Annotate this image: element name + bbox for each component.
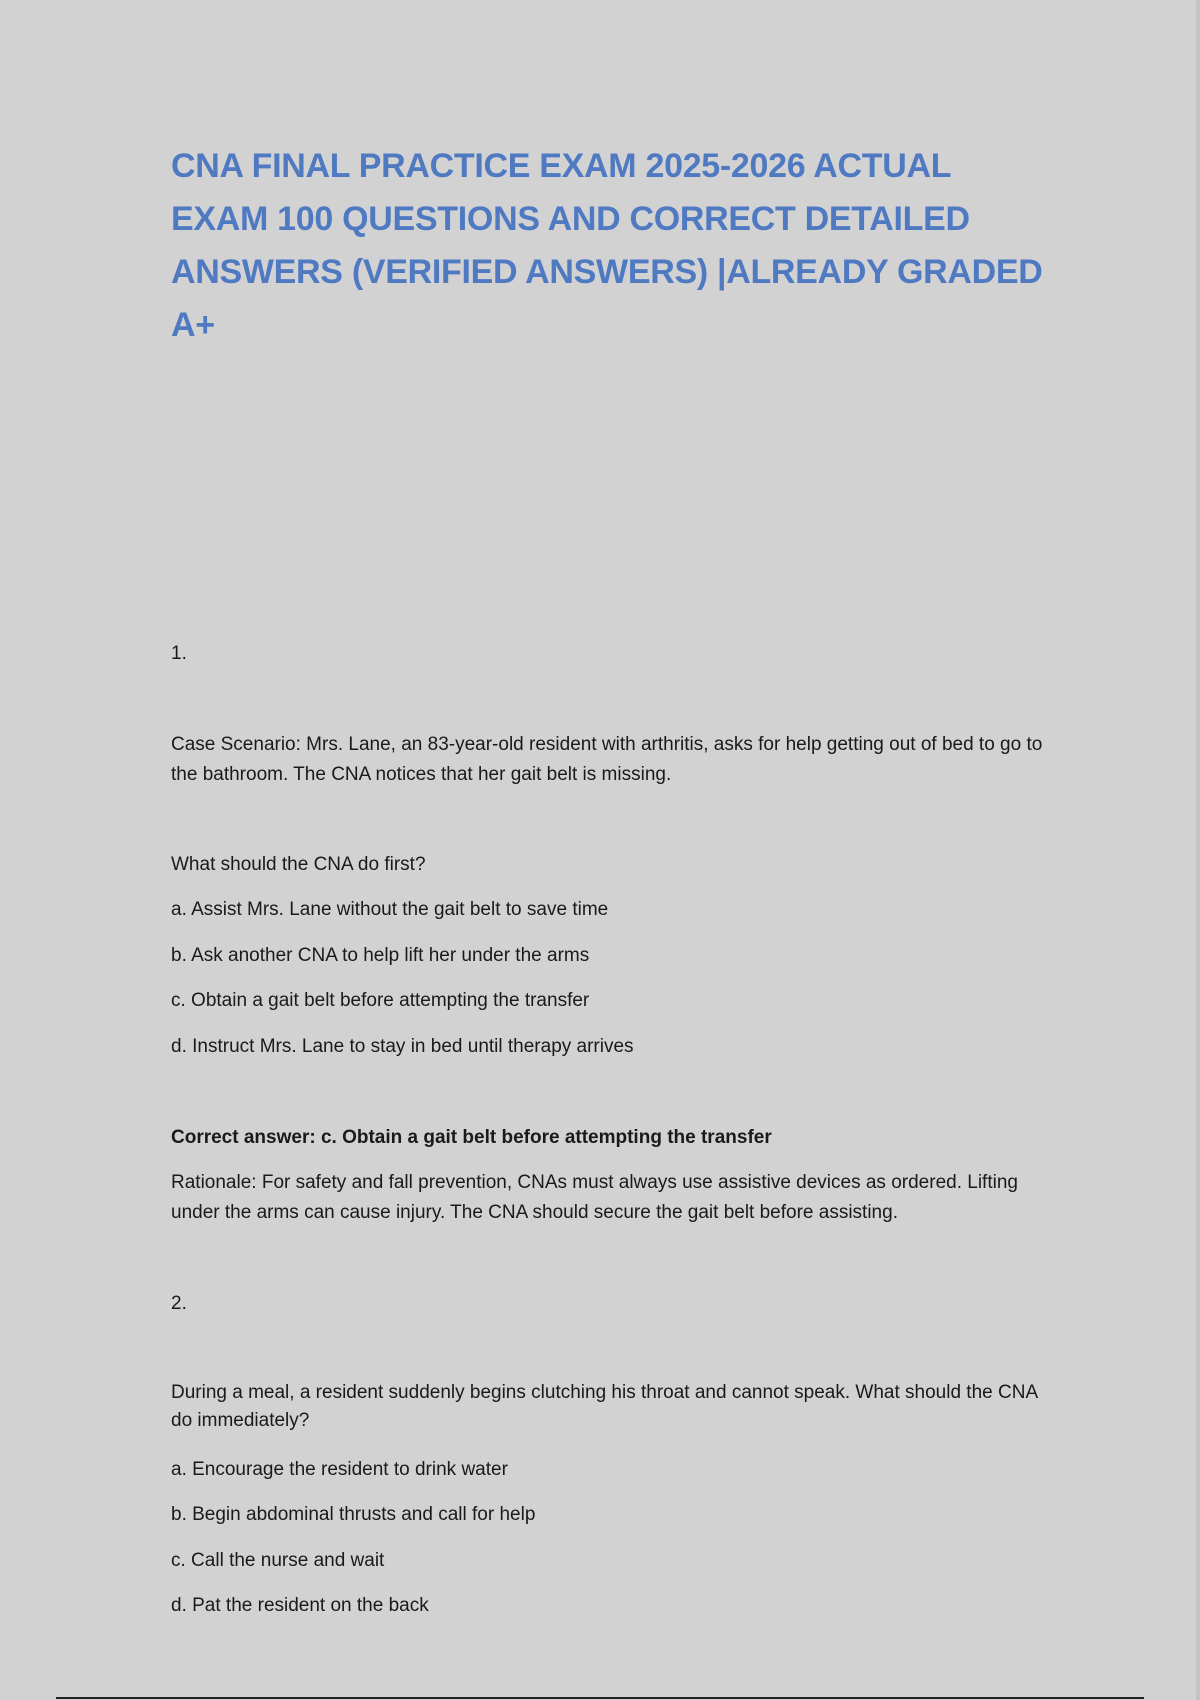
rationale: Rationale: For safety and fall prevention, CNAs must always use assistive devices as ordered. Lifting under the arms can cause injury. The CNA should secure the gait belt before assisting.: [171, 1172, 1018, 1223]
document-title: CNA FINAL PRACTICE EXAM 2025-2026 ACTUAL EXAM 100 QUESTIONS AND CORRECT DETAILED ANSWERS (VERIFIED ANSWERS) |ALREADY GRADED A+: [171, 147, 1043, 344]
footer-divider: [56, 1697, 1144, 1699]
answer-option-c: c. Obtain a gait belt before attempting the transfer: [171, 990, 590, 1011]
answer-option-d: d. Instruct Mrs. Lane to stay in bed until therapy arrives: [171, 1036, 634, 1057]
question-prompt: During a meal, a resident suddenly begins clutching his throat and cannot speak. What should the CNA do immediately?: [171, 1382, 1038, 1431]
page-edge: [1196, 0, 1200, 1700]
correct-answer: Correct answer: c. Obtain a gait belt before attempting the transfer: [171, 1127, 772, 1148]
answer-option-b: b. Begin abdominal thrusts and call for help: [171, 1504, 536, 1525]
question-number: 1.: [171, 643, 187, 664]
question-scenario: Case Scenario: Mrs. Lane, an 83-year-old resident with arthritis, asks for help getting out of bed to go to the bathroom. The CNA notices that her gait belt is missing.: [171, 734, 1043, 785]
answer-option-c: c. Call the nurse and wait: [171, 1550, 385, 1571]
answer-option-a: a. Encourage the resident to drink water: [171, 1459, 508, 1480]
answer-option-d: d. Pat the resident on the back: [171, 1595, 429, 1616]
question-number: 2.: [171, 1293, 187, 1314]
question-prompt: What should the CNA do first?: [171, 854, 426, 875]
answer-option-b: b. Ask another CNA to help lift her under the arms: [171, 945, 590, 966]
answer-option-a: a. Assist Mrs. Lane without the gait belt to save time: [171, 899, 609, 920]
